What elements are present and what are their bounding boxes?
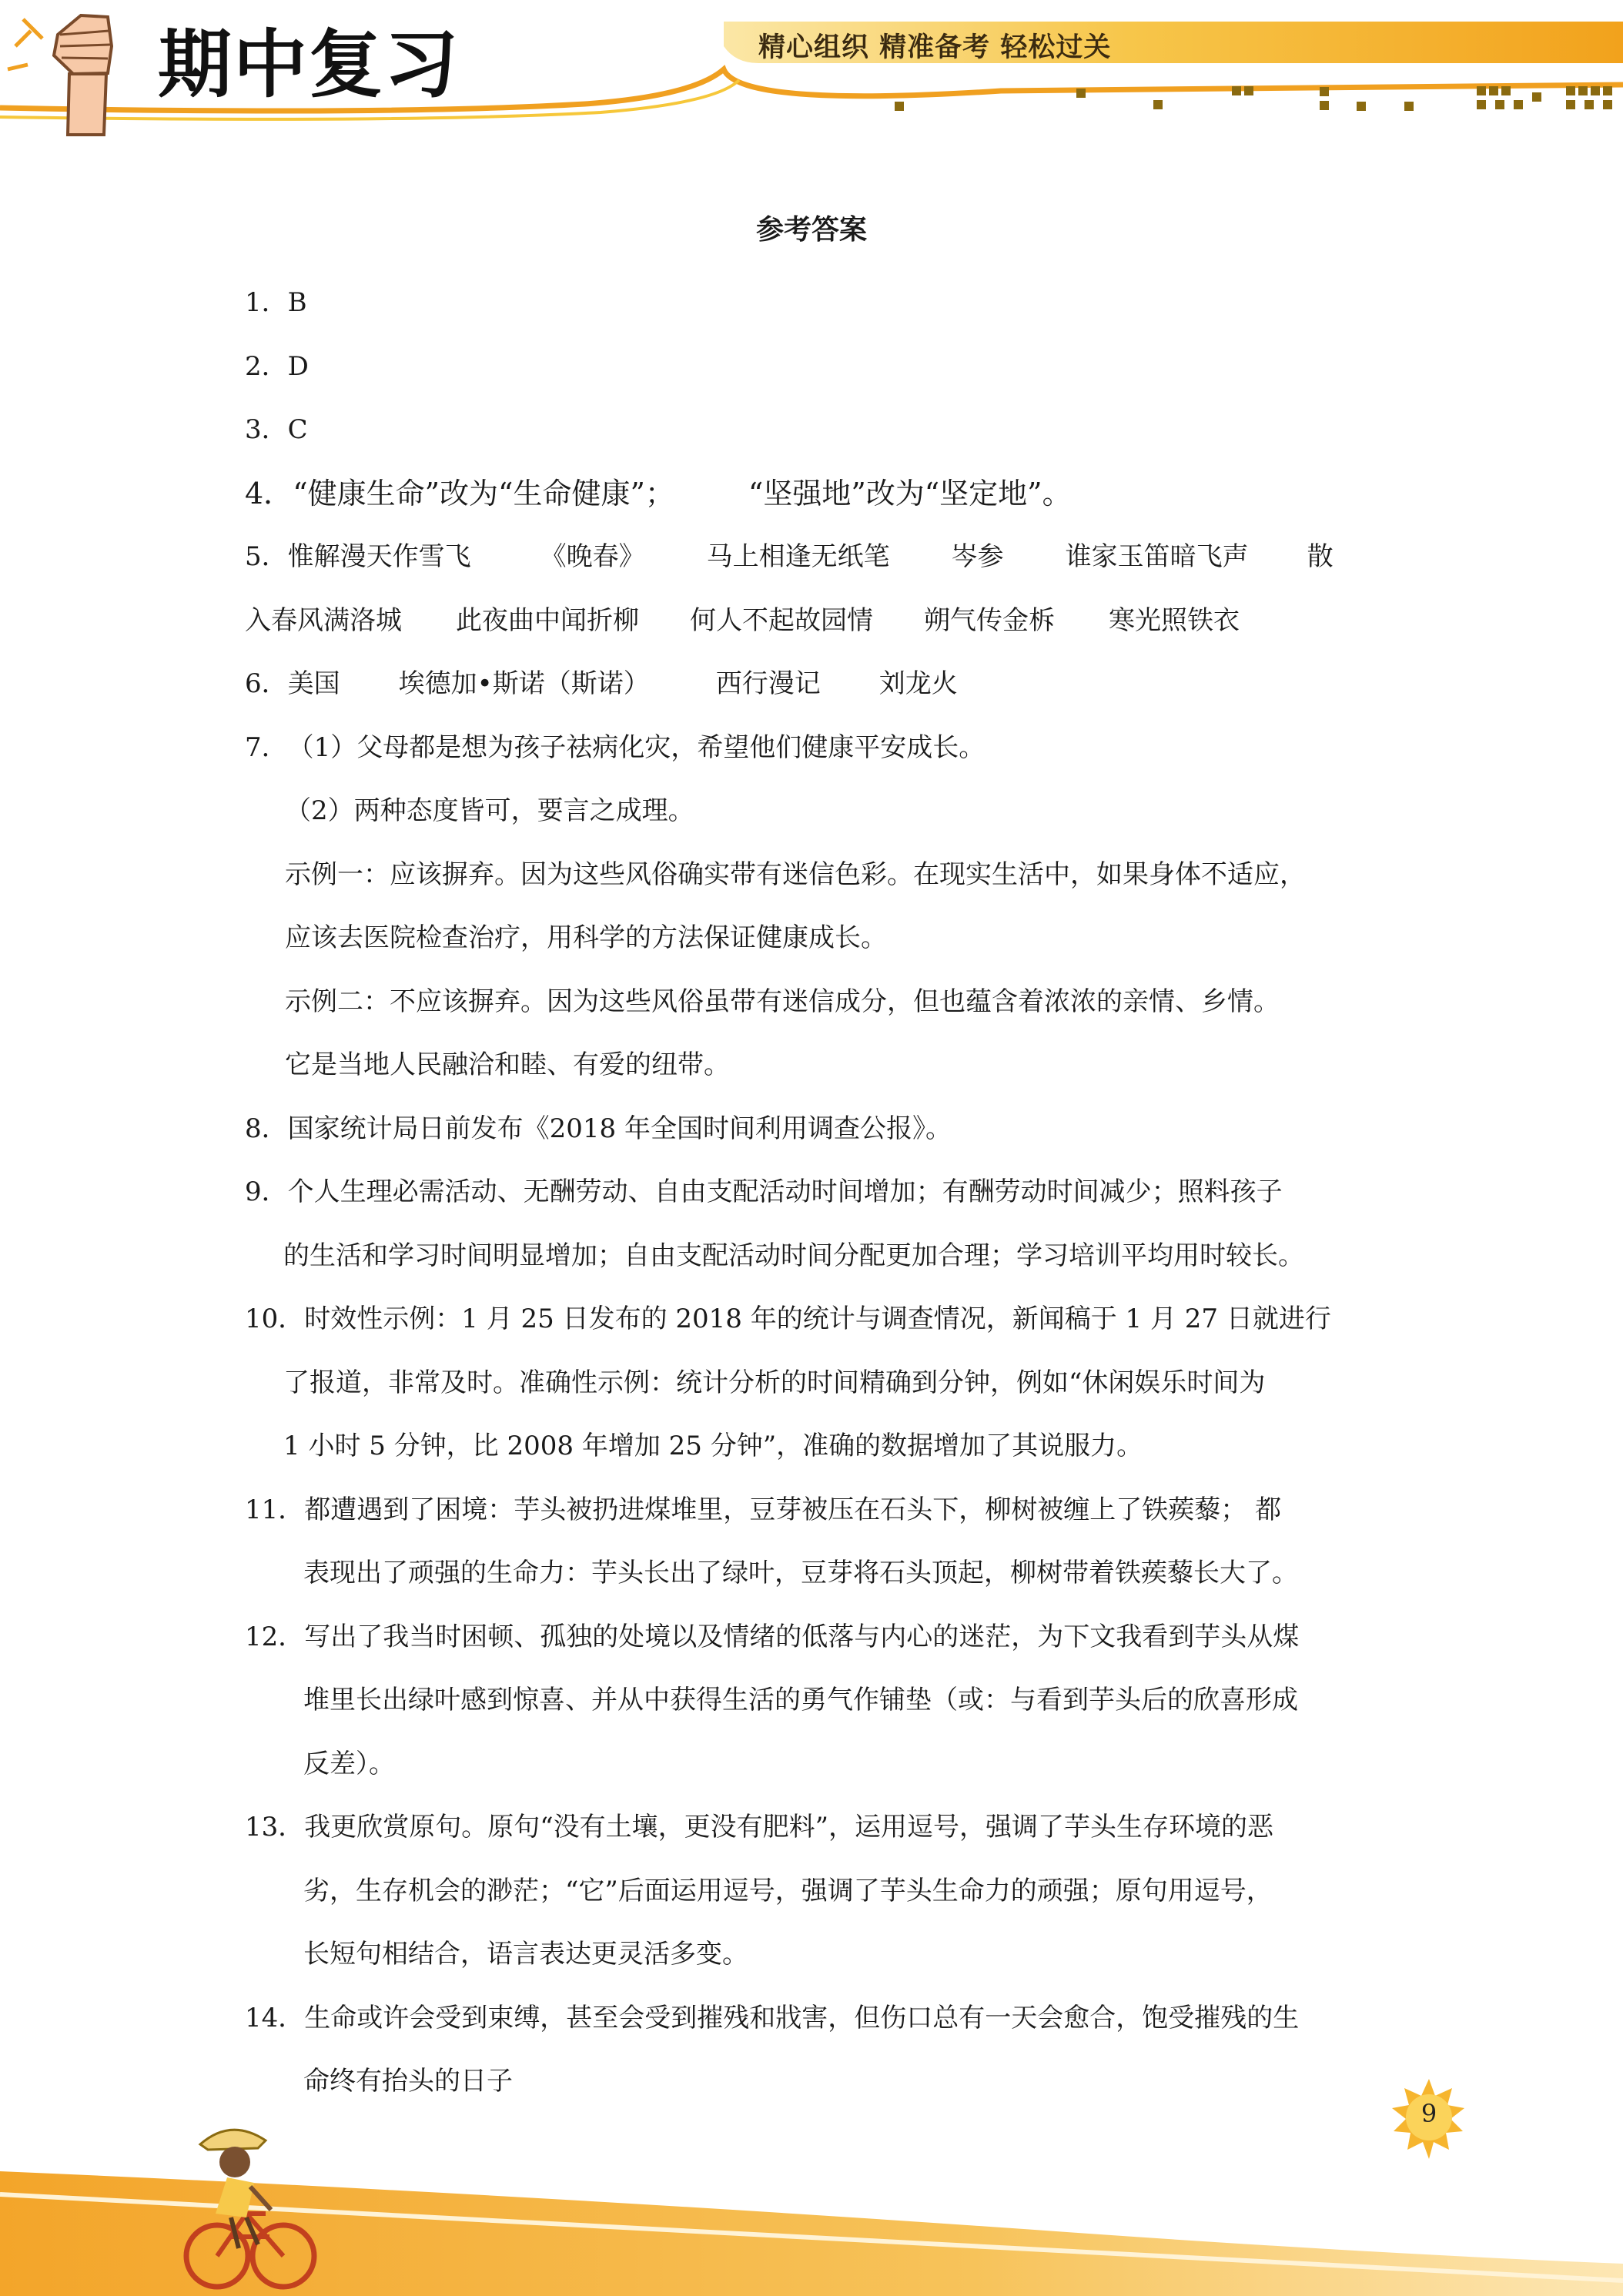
answer-7-sub: 示例二：不应该摒弃。因为这些风俗虽带有迷信成分，但也蕴含着浓浓的亲情、乡情。 [285, 986, 1280, 1017]
answer-12 [245, 1605, 1384, 1669]
answer-7-sub: 应该去医院检查治疗，用科学的方法保证健康成长。 [285, 922, 887, 953]
answer-text: B [287, 287, 307, 318]
answer-2 [245, 335, 1384, 399]
answer-7-sub: 示例一：应该摒弃。因为这些风俗确实带有迷信色彩。在现实生活中，如果身体不适应， [285, 858, 1306, 890]
answer-number: 5． [245, 541, 288, 572]
answer-continuation: 1 小时 5 分钟，比 2008 年增加 25 分钟”，准确的数据增加了其说服力。 [283, 1431, 1143, 1461]
answer-text: 生命或许会受到束缚，甚至会受到摧残和戕害，但伤口总有一天会愈合，饱受摧残的生 [304, 2002, 1300, 2033]
answer-continuation: 了报道，非常及时。准确性示例：统计分析的时间精确到分钟，例如“休闲娱乐时间为 [283, 1367, 1266, 1398]
answer-3 [245, 398, 1384, 462]
answer-9 [245, 1160, 1384, 1224]
answer-part: 刘龙火 [878, 668, 958, 699]
answer-number: 8． [245, 1113, 288, 1144]
answer-list [245, 271, 1384, 2114]
page-number: 9 [1421, 2099, 1437, 2128]
answer-number: 1． [245, 287, 288, 318]
answer-number: 13． [245, 1812, 305, 1842]
answer-7-sub: （2）两种态度皆可，要言之成理。 [285, 795, 694, 826]
answer-8 [245, 1097, 1384, 1161]
answer-number: 7． [245, 731, 288, 763]
answer-text: 我更欣赏原句。原句“没有土壤，更没有肥料”，运用逗号，强调了芋头生存环境的恶 [304, 1812, 1274, 1842]
answer-text: 都遭遇到了困境：芋头被扔进煤堆里，豆芽被压在石头下，柳树被缠上了铁蒺藜； 都 [304, 1494, 1282, 1525]
answer-5-line-2 [245, 589, 1384, 653]
answer-part: 《晚春》 [540, 541, 645, 572]
answer-part: 埃德加•斯诺（斯诺） [398, 668, 650, 699]
answer-13 [245, 1796, 1384, 1859]
answer-number: 9． [245, 1176, 288, 1207]
answer-number: 6． [245, 668, 288, 699]
answer-continuation: 反差）。 [303, 1748, 395, 1779]
answer-part: 入春风满洛城 [245, 604, 402, 636]
answer-part: 此夜曲中闻折柳 [456, 604, 639, 636]
header-slogan: 精心组织 精准备考 轻松过关 [758, 32, 1112, 63]
answer-part: 朔气传金柝 [924, 604, 1055, 636]
answer-continuation: 堆里长出绿叶感到惊喜、并从中获得生活的勇气作铺垫（或：与看到芋头后的欣喜形成 [303, 1685, 1298, 1715]
answer-continuation: 命终有抬头的日子 [303, 2066, 513, 2097]
answer-part: 岑参 [951, 541, 1004, 572]
footer-banner [0, 2079, 1623, 2296]
answer-part: “坚强地”改为“坚定地”。 [748, 476, 1072, 510]
answer-number: 4． [245, 476, 293, 510]
answer-number: 3． [245, 414, 288, 445]
answer-part: 散 [1307, 541, 1334, 572]
answer-number: 10． [245, 1304, 305, 1334]
answer-part: 西行漫记 [715, 668, 821, 699]
page-header [0, 0, 1623, 146]
answer-part: 何人不起故园情 [690, 604, 873, 636]
header-title: 期中复习 [158, 22, 460, 108]
answer-text: （1）父母都是想为孩子祛病化灾，希望他们健康平安成长。 [287, 731, 986, 763]
answer-continuation: 的生活和学习时间明显增加；自由支配活动时间分配更加合理；学习培训平均用时较长。 [283, 1240, 1304, 1271]
answer-7-sub: 它是当地人民融洽和睦、有爱的纽带。 [285, 1049, 730, 1080]
answer-6 [245, 652, 1384, 716]
answer-text: 写出了我当时困顿、孤独的处境以及情绪的低落与内心的迷茫，为下文我看到芋头从煤 [304, 1621, 1300, 1652]
answer-part: “健康生命”改为“生命健康”； [293, 476, 674, 510]
answer-7 [245, 716, 1384, 780]
answer-part: 马上相逢无纸笔 [706, 541, 890, 572]
answer-text: 个人生理必需活动、无酬劳动、自由支配活动时间增加；有酬劳动时间减少；照料孩子 [287, 1176, 1283, 1207]
answer-number: 2． [245, 350, 288, 382]
answer-part: 美国 [287, 668, 340, 699]
answer-part: 惟解漫天作雪飞 [287, 541, 471, 572]
answer-4 [245, 462, 1384, 526]
answer-number: 14． [245, 2002, 305, 2033]
answer-part: 谁家玉笛暗飞声 [1065, 541, 1249, 572]
answer-continuation: 长短句相结合，语言表达更灵活多变。 [303, 1939, 748, 1970]
answer-5 [245, 525, 1384, 589]
document-title: 参考答案 [755, 214, 867, 246]
answer-continuation: 表现出了顽强的生命力：芋头长出了绿叶，豆芽将石头顶起，柳树带着铁蒺藜长大了。 [303, 1558, 1298, 1588]
answer-number: 12． [245, 1621, 305, 1652]
answer-text: 时效性示例：1 月 25 日发布的 2018 年的统计与调查情况，新闻稿于 1 月 27 日就进行 [304, 1304, 1331, 1334]
answer-10 [245, 1287, 1384, 1351]
page-footer [0, 2079, 1623, 2296]
answer-part: 寒光照铁衣 [1109, 604, 1240, 636]
answer-number: 11． [245, 1494, 305, 1525]
answer-text: C [287, 414, 308, 445]
answer-text: 国家统计局日前发布《2018 年全国时间利用调查公报》。 [287, 1113, 952, 1144]
answer-text: D [287, 350, 309, 382]
answer-11 [245, 1478, 1384, 1542]
answer-1 [245, 271, 1384, 335]
answer-14 [245, 1986, 1384, 2050]
answer-continuation: 劣，生存机会的渺茫；“它”后面运用逗号，强调了芋头生命力的顽强；原句用逗号， [303, 1875, 1273, 1906]
